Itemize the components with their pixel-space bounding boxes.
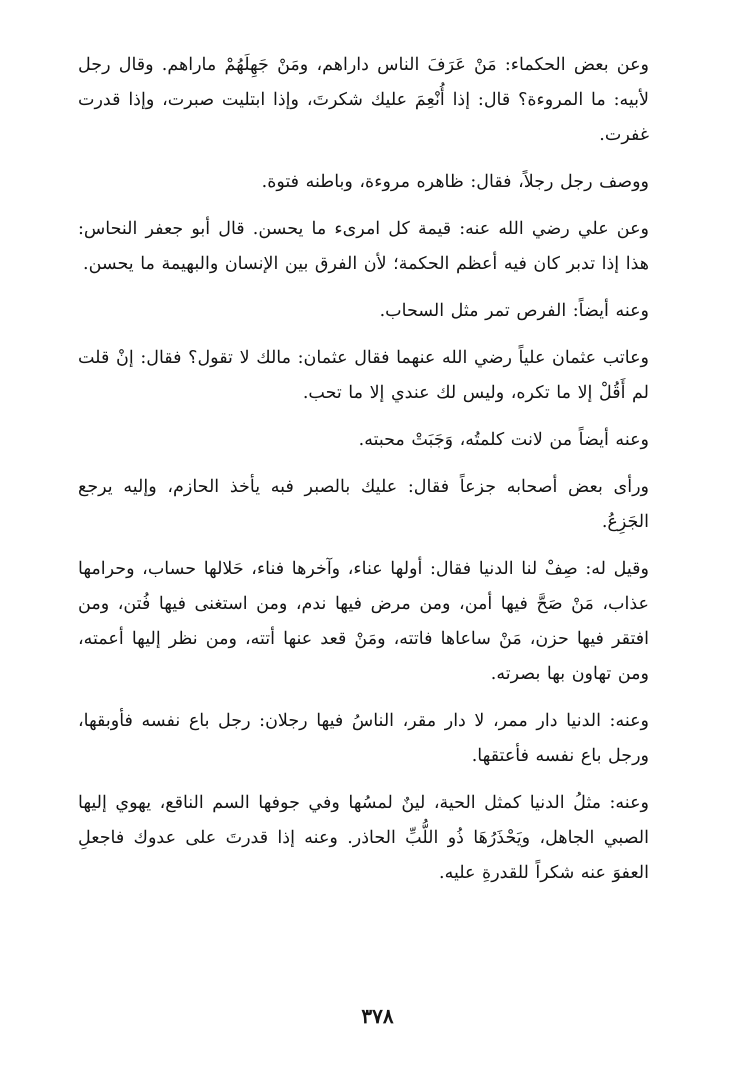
paragraph-2: ووصف رجل رجلاً، فقال: ظاهره مروءة، وباطنه فتوة. (261, 172, 649, 192)
paragraph-10: وعنه: مثلُ الدنيا كمثل الحية، لينٌ لمسُها وفي جوفها السم الناقع، يهوي إليها الصبي الجاهل، ويَحْذَرُهَا ذُو اللُّبِّ الحاذر. وعنه إذا قدرتَ على عدوك فاجعلِ العفوَ عنه شكراً للقدرةِ عليه. (78, 793, 649, 883)
page-body (78, 48, 675, 903)
paragraph-5: وعاتب عثمان علياً رضي الله عنهما فقال عثمان: مالك لا تقول؟ فقال: إنْ قلت لم أَقُلْ إلا ما تكره، وليس لك عندي إلا ما تحب. (78, 348, 649, 403)
paragraph-8: وقيل له: صِفْ لنا الدنيا فقال: أولها عناء، وآخرها فناء، حَلالها حساب، وحرامها عذاب، مَنْ صَحَّ فيها أمن، ومن مرض فيها ندم، ومن استغنى فيها فُتن، ومن افتقر فيها حزن، مَنْ ساعاها فاتته، ومَنْ قعد عنها أتته، ومن نظر إليها أعمته، ومن تهاون بها بصرته. (78, 559, 649, 684)
paragraph-9: وعنه: الدنيا دار ممر، لا دار مقر، الناسُ فيها رجلان: رجل باع نفسه فأوبقها، ورجل باع نفسه فأعتقها. (78, 711, 649, 766)
paragraph-6: وعنه أيضاً من لانت كلمتُه، وَجَبَتْ محبته. (358, 430, 649, 450)
page-number: ٣٧٨ (361, 1004, 394, 1028)
paragraph-4: وعنه أيضاً: الفرص تمر مثل السحاب. (379, 301, 649, 321)
paragraph-3: وعن علي رضي الله عنه: قيمة كل امرىء ما يحسن. قال أبو جعفر النحاس: هذا إذا تدبر كان فيه أعظم الحكمة؛ لأن الفرق بين الإنسان والبهيمة ما يحسن. (78, 219, 649, 274)
paragraph-1: وعن بعض الحكماء: مَنْ عَرَفَ الناس داراهم، ومَنْ جَهِلَهُمْ ماراهم. وقال رجل لأبيه: ما المروءة؟ قال: إذا أُنْعِمَ عليك شكرتَ، وإذا ابتليت صبرت، وإذا قدرت غفرت. (78, 55, 649, 145)
paragraph-7: ورأى بعض أصحابه جزعاً فقال: عليك بالصبر فبه يأخذ الحازم، وإليه يرجع الجَزِعُ. (78, 477, 649, 532)
